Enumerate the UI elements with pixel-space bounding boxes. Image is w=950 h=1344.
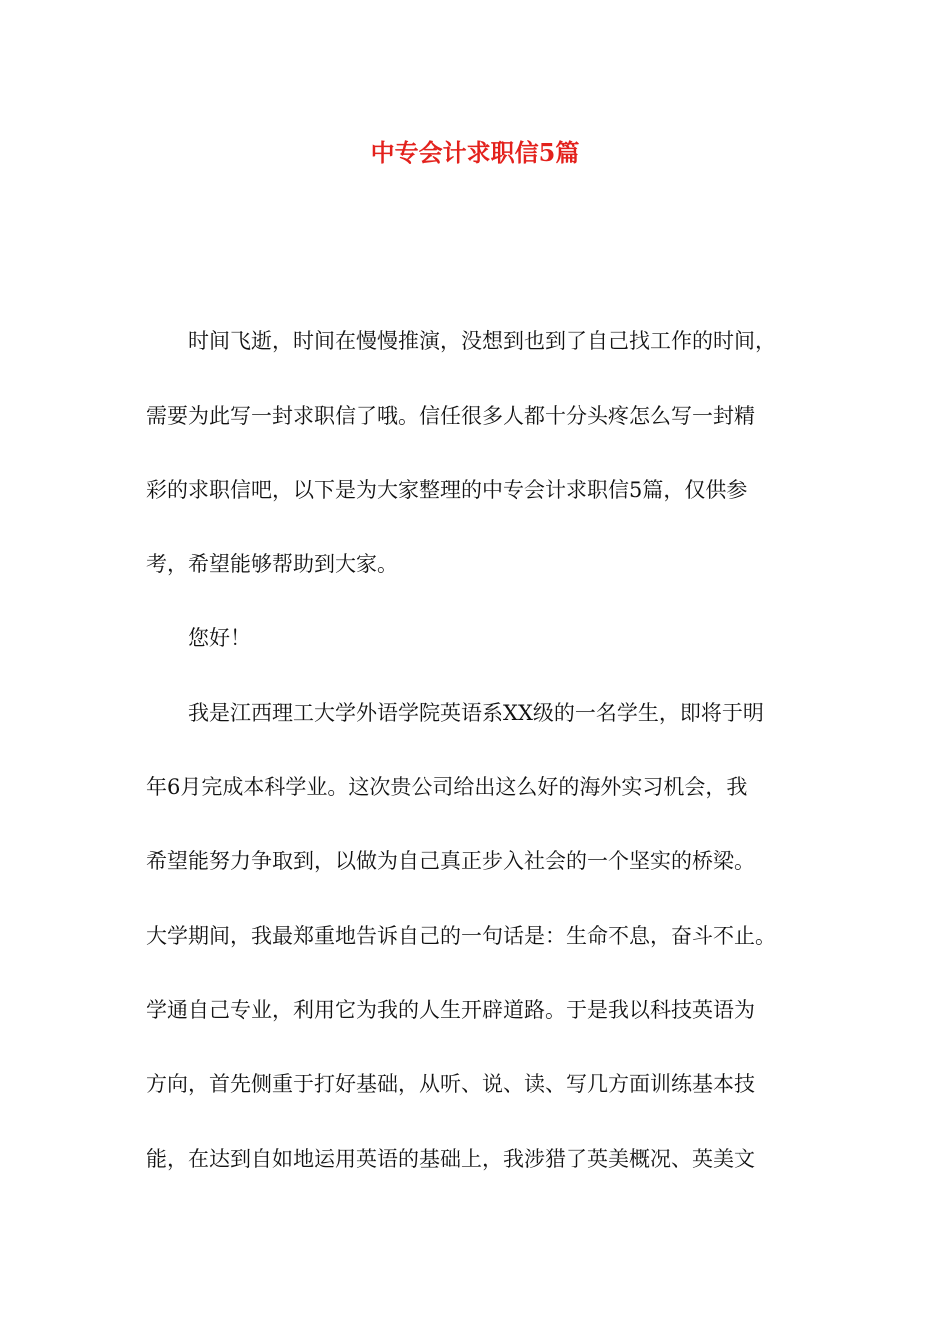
paragraph-line: 学通自己专业，利用它为我的人生开辟道路。于是我以科技英语为	[146, 998, 755, 1022]
paragraph-line: 方向，首先侧重于打好基础，从听、说、读、写几方面训练基本技	[146, 1072, 755, 1096]
paragraph-line: 彩的求职信吧，以下是为大家整理的中专会计求职信5篇，仅供参	[146, 478, 748, 502]
paragraph-line: 年6月完成本科学业。这次贵公司给出这么好的海外实习机会，我	[146, 775, 748, 799]
paragraph-line: 时间飞逝，时间在慢慢推演，没想到也到了自己找工作的时间，	[188, 329, 776, 353]
paragraph-line: 大学期间，我最郑重地告诉自己的一句话是：生命不息，奋斗不止。	[146, 924, 776, 948]
greeting-line: 您好！	[188, 626, 251, 650]
paragraph-line: 我是江西理工大学外语学院英语系XX级的一名学生，即将于明	[188, 701, 764, 725]
paragraph-line: 希望能努力争取到，以做为自己真正步入社会的一个坚实的桥梁。	[146, 849, 755, 873]
document-title: 中专会计求职信5篇	[370, 138, 580, 167]
paragraph-line: 需要为此写一封求职信了哦。信任很多人都十分头疼怎么写一封精	[146, 404, 755, 428]
paragraph-line: 能，在达到自如地运用英语的基础上，我涉猎了英美概况、英美文	[146, 1147, 755, 1171]
paragraph-line: 考，希望能够帮助到大家。	[146, 552, 398, 576]
